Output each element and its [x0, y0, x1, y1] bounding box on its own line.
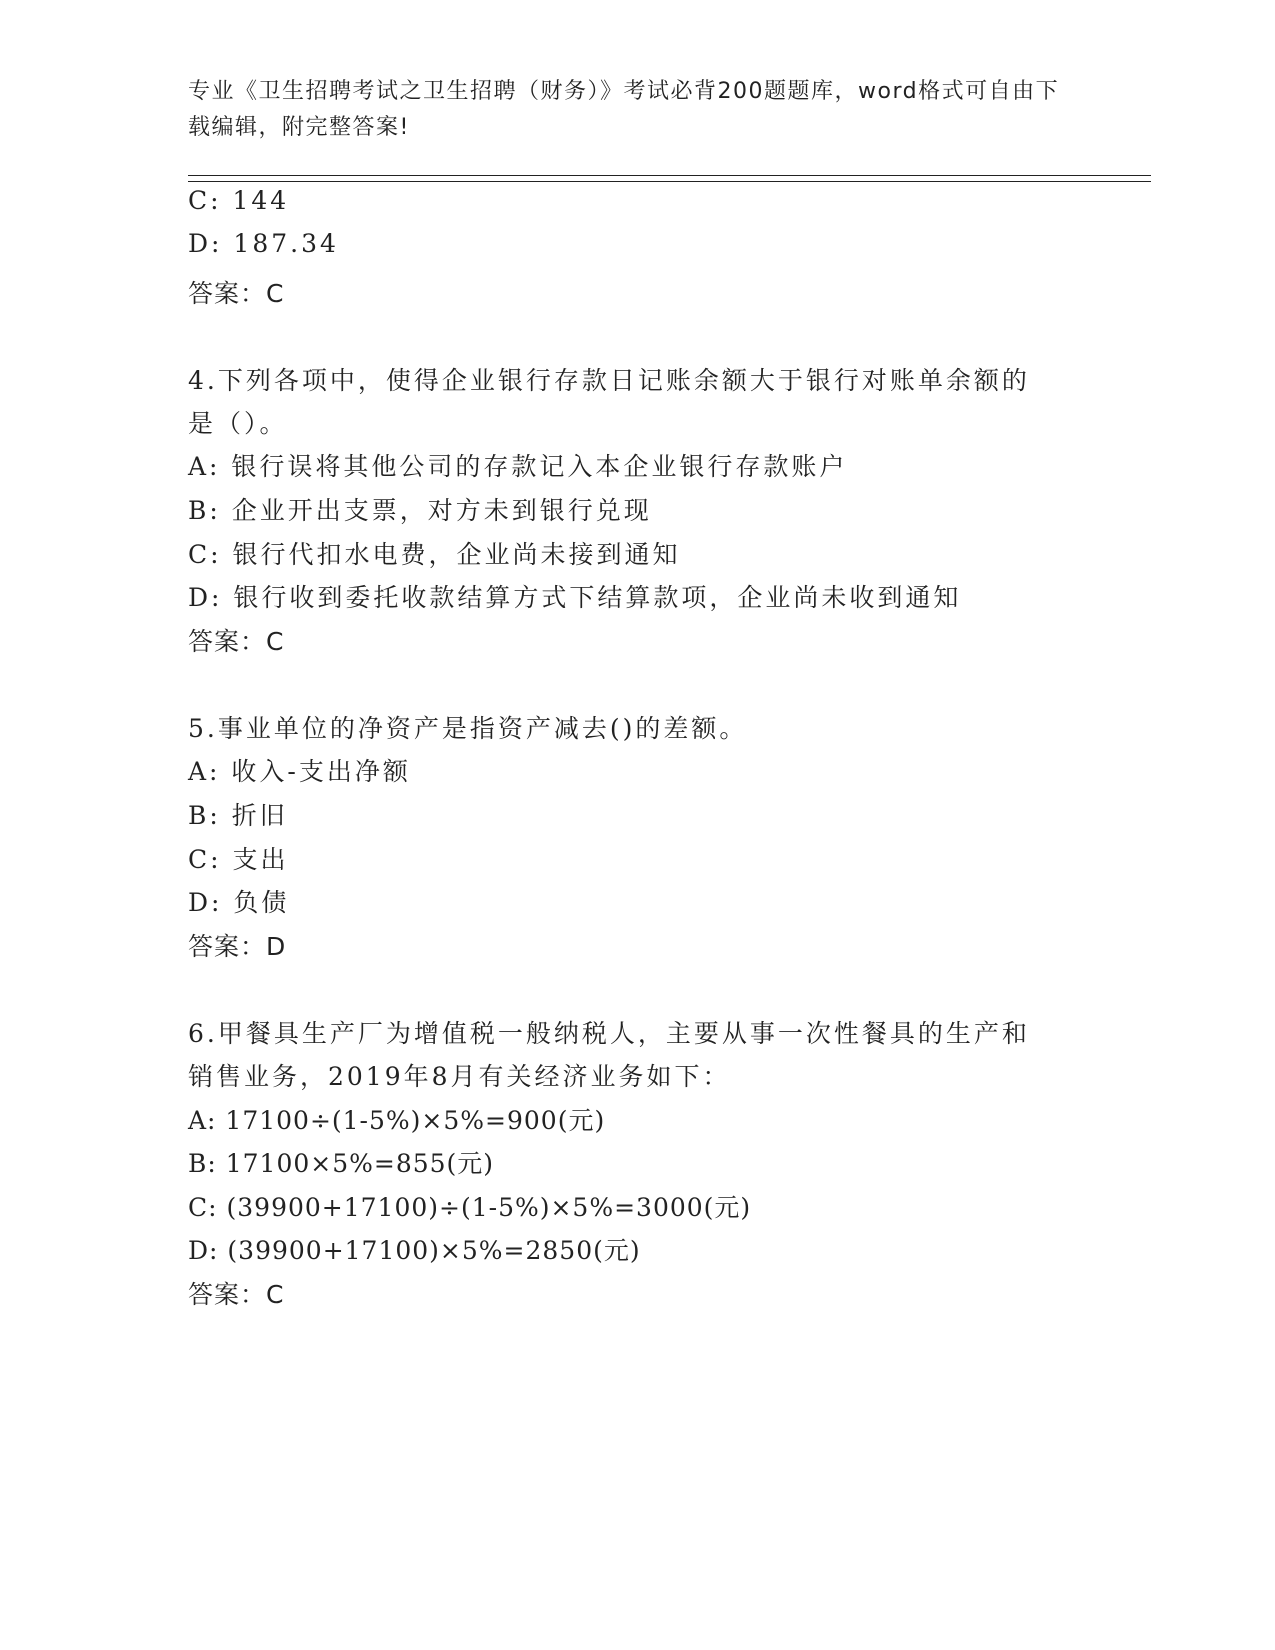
option-a: A: 收入-支出净额	[188, 757, 411, 786]
option-a: A: 17100÷(1-5%)×5%=900(元)	[188, 1106, 606, 1135]
question-stem-continued: 销售业务，2019年8月有关经济业务如下：	[188, 1062, 731, 1091]
option-d: D: 银行收到委托收款结算方式下结算款项，企业尚未收到通知	[188, 583, 962, 612]
option-b: B: 企业开出支票，对方未到银行兑现	[188, 496, 652, 525]
option-a: A: 银行误将其他公司的存款记入本企业银行存款账户	[188, 452, 848, 481]
question-stem: 5.事业单位的净资产是指资产减去()的差额。	[188, 714, 748, 743]
question-stem: 4.下列各项中，使得企业银行存款日记账余额大于银行对账单余额的	[188, 366, 1030, 395]
option-c: C: (39900+17100)÷(1-5%)×5%=3000(元)	[188, 1193, 752, 1222]
answer-line: 答案：C	[188, 627, 285, 656]
option-d: D: 负债	[188, 888, 290, 917]
option-c: C: 144	[188, 186, 290, 215]
document-header: 专业《卫生招聘考试之卫生招聘（财务）》考试必背200题题库，word格式可自由下载编辑，附完整答案!	[188, 79, 1060, 140]
option-d: D: (39900+17100)×5%=2850(元)	[188, 1236, 641, 1265]
option-d: D: 187.34	[188, 229, 339, 258]
answer-line: 答案：C	[188, 279, 285, 308]
option-c: C: 支出	[188, 845, 289, 874]
option-b: B: 17100×5%=855(元)	[188, 1149, 495, 1178]
header-divider-bottom	[188, 181, 1151, 182]
answer-line: 答案：C	[188, 1280, 285, 1309]
question-stem-continued: 是（）。	[188, 409, 288, 438]
answer-line: 答案：D	[188, 932, 287, 961]
header-divider-top	[188, 175, 1151, 176]
option-c: C: 银行代扣水电费，企业尚未接到通知	[188, 540, 681, 569]
option-b: B: 折旧	[188, 801, 288, 830]
question-stem: 6.甲餐具生产厂为增值税一般纳税人，主要从事一次性餐具的生产和	[188, 1019, 1030, 1048]
